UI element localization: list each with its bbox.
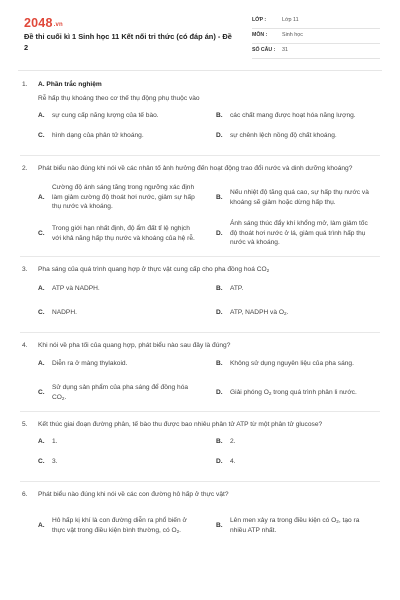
question-4 — [0, 341, 400, 407]
question-divider — [20, 481, 380, 482]
answer-option-c[interactable]: C. Sử dụng sản phẩm của pha sáng để đồng hóa $CO_2$. — [38, 384, 189, 401]
answer-option-a[interactable]: A. ATP và NADPH. — [38, 285, 100, 293]
question-list — [0, 80, 400, 544]
answer-options — [38, 111, 380, 151]
answer-options — [38, 508, 380, 544]
meta-row-count — [252, 44, 380, 59]
question-number: 3. — [22, 265, 28, 273]
answer-option-d[interactable]: D. 4. — [216, 458, 236, 466]
answer-option-b[interactable]: B. ATP. — [216, 285, 244, 293]
question-number: 2. — [22, 165, 28, 173]
meta-row-subject — [252, 29, 380, 44]
exam-meta — [252, 14, 380, 59]
answer-option-b[interactable]: B. Lên men xảy ra trong điều kiện có $O_2$, tạo ra nhiều ATP nhất. — [216, 517, 360, 534]
question-5 — [0, 420, 400, 478]
answer-option-b[interactable]: B. Không sử dụng nguyên liệu của pha sáng. — [216, 359, 354, 367]
question-1 — [0, 80, 400, 151]
answer-option-b[interactable]: B. các chất mang được hoạt hóa năng lượng. — [216, 112, 356, 120]
answer-option-c[interactable]: C. Trong giới hạn nhất định, độ ẩm đất tỉ lệ nghịch với khả năng hấp thụ nước và khoáng của hệ rễ. — [38, 225, 195, 242]
section-heading: A. Phần trắc nghiệm — [38, 81, 102, 88]
answer-option-b[interactable]: B. 2. — [216, 438, 236, 446]
question-text: Kết thúc giai đoạn đường phân, tế bào thu được bao nhiêu phân tử ATP từ một phân tử glucose? — [38, 420, 323, 428]
answer-option-b[interactable]: B. Nếu nhiệt độ tăng quá cao, sự hấp thụ nước và khoáng sẽ giảm hoặc dừng hấp thụ. — [216, 189, 369, 206]
question-divider — [20, 256, 380, 257]
answer-option-d[interactable]: D. ATP, NADPH và $O_2$. — [216, 309, 289, 317]
meta-value: Sinh học — [282, 32, 303, 39]
answer-option-c[interactable]: C. 3. — [38, 458, 58, 466]
question-text: Phát biểu nào đúng khi nói về các nhân tố ảnh hưởng đến hoạt động trao đổi nước và dinh dưỡng khoáng? — [38, 165, 353, 173]
answer-option-d[interactable]: D. sự chênh lệch nồng độ chất khoáng. — [216, 132, 337, 140]
question-number: 5. — [22, 420, 28, 428]
answer-option-a[interactable]: A. sự cung cấp năng lượng của tế bào. — [38, 112, 159, 120]
question-number: 1. — [22, 81, 28, 88]
question-2 — [0, 164, 400, 252]
meta-label: LỚP : — [252, 17, 267, 24]
answer-options — [38, 437, 380, 477]
site-logo[interactable]: 2048.vn — [24, 16, 63, 30]
question-text: Phát biểu nào đúng khi nói về các con đường hô hấp ở thực vật? — [38, 491, 229, 499]
question-text: Khi nói về pha tối của quang hợp, phát biểu nào sau đây là đúng? — [38, 342, 231, 350]
question-number: 6. — [22, 491, 28, 499]
meta-label: SỐ CÂU : — [252, 47, 276, 54]
answer-option-d[interactable]: D. Giải phóng $O_2$ trong quá trình phân li nước. — [216, 389, 357, 397]
question-divider — [20, 332, 380, 333]
header — [0, 0, 400, 62]
question-divider — [20, 155, 380, 156]
meta-value: Lớp 11 — [282, 17, 299, 24]
answer-option-a[interactable]: A. Cường độ ánh sáng tăng trong ngưỡng xác định làm giảm cường độ thoát hơi nước, giảm sự hấp thụ nước và khoáng. — [38, 184, 195, 211]
question-text: Pha sáng của quá trình quang hợp ở thực vật cung cấp cho pha đồng hoá $CO_2$ — [38, 265, 270, 273]
answer-option-a[interactable]: A. Diễn ra ở màng thylakoid. — [38, 359, 128, 367]
answer-options — [38, 359, 380, 407]
question-6 — [0, 490, 400, 544]
exam-title: Đề thi cuối kì 1 Sinh học 11 Kết nối tri thức (có đáp án) - Đề 2 — [24, 32, 232, 53]
answer-option-a[interactable]: A. Hô hấp kị khí là con đường diễn ra phổ biến ở thực vật trong điều kiện bình thường, có $O_2$. — [38, 517, 187, 534]
question-text: Rễ hấp thụ khoáng theo cơ thế thụ động phụ thuộc vào — [38, 94, 200, 102]
meta-value: 31 — [282, 47, 288, 54]
answer-options — [38, 284, 380, 328]
header-divider — [18, 70, 382, 71]
meta-label: MÔN : — [252, 32, 268, 39]
question-3 — [0, 265, 400, 329]
meta-row-class — [252, 14, 380, 29]
answer-option-d[interactable]: D. Ánh sáng thúc đẩy khí khổng mở, làm giảm tốc độ thoát hơi nước ở lá, giảm quá trình hấp thụ nước và khoáng. — [216, 220, 368, 247]
question-divider — [20, 411, 380, 412]
question-number: 4. — [22, 342, 28, 350]
answer-options — [38, 180, 380, 252]
answer-option-a[interactable]: A. 1. — [38, 438, 58, 446]
answer-option-c[interactable]: C. hình dạng của phân tử khoáng. — [38, 132, 144, 140]
answer-option-c[interactable]: C. NADPH. — [38, 309, 77, 317]
